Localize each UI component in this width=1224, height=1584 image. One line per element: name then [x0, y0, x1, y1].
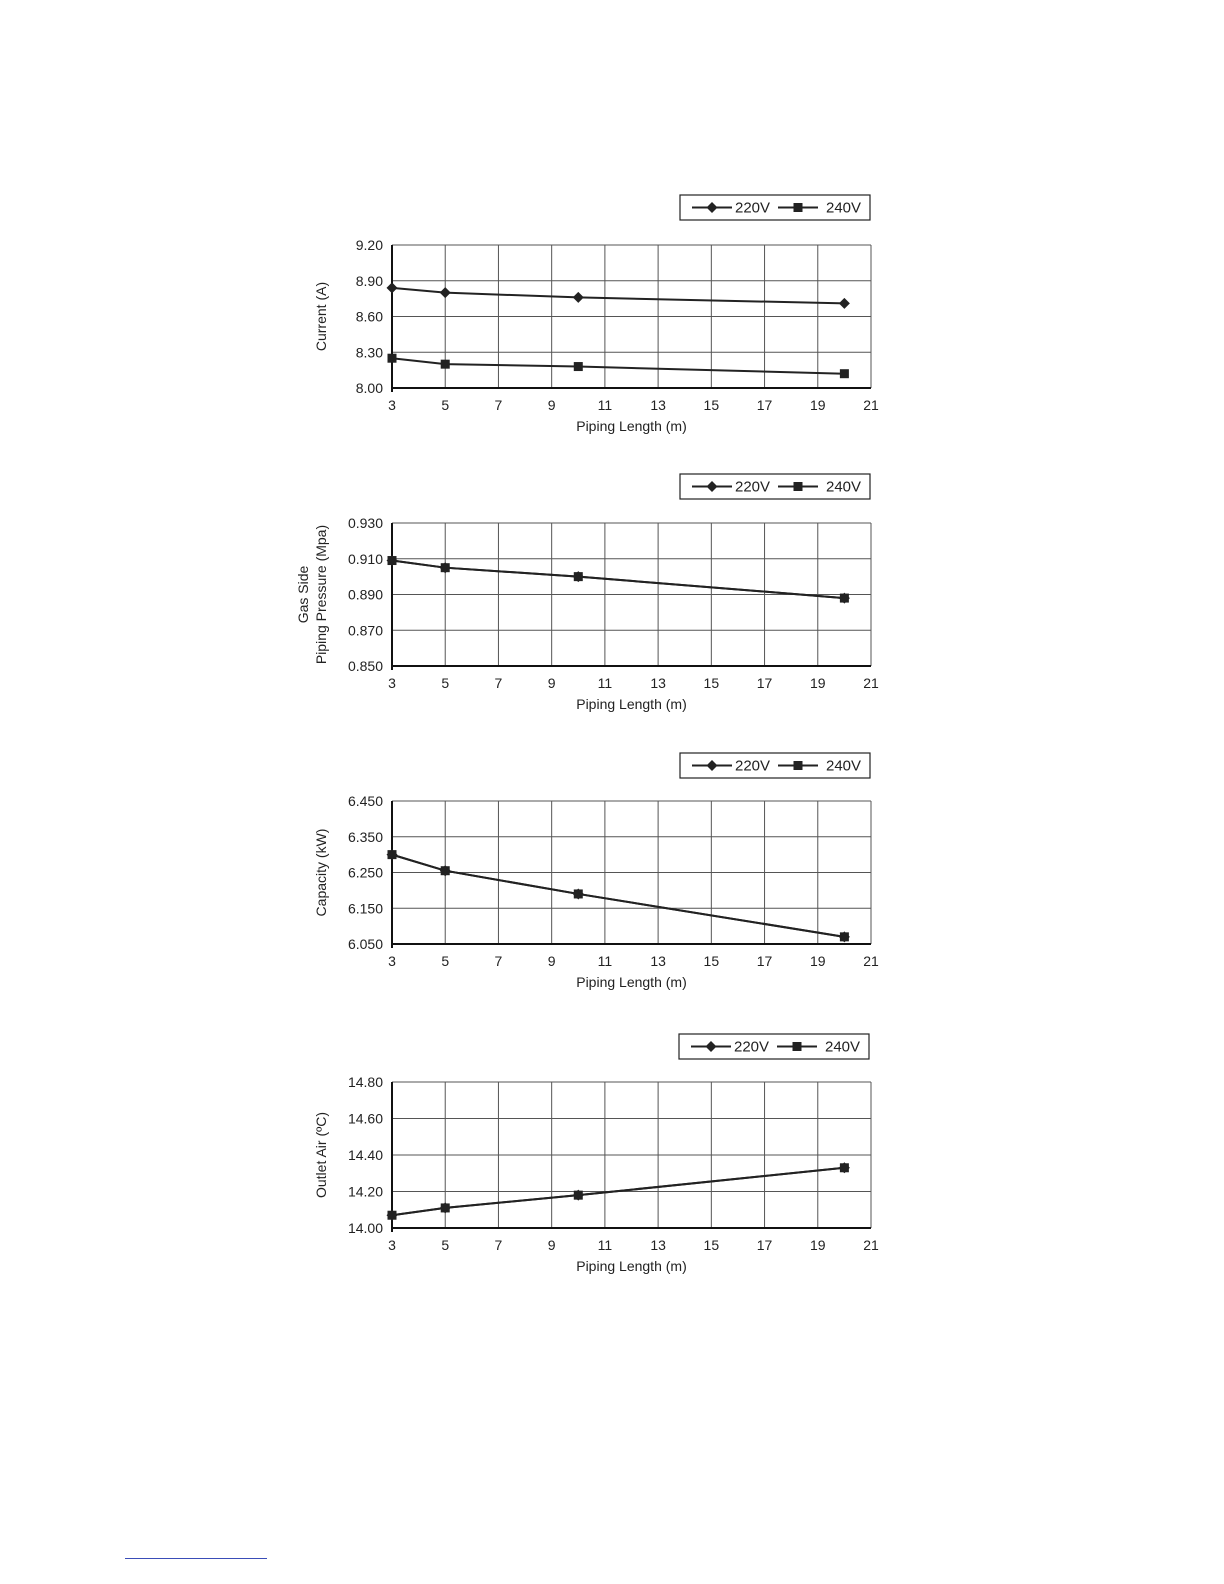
x-tick-label: 9 [547, 397, 556, 413]
y-tick-label: 14.80 [347, 1074, 383, 1090]
x-tick-label: 11 [597, 1237, 613, 1253]
legend [680, 474, 870, 499]
y-tick-label: 6.150 [347, 900, 383, 917]
data-point-240V [840, 932, 849, 941]
data-point-240V [441, 563, 450, 572]
data-point-240V [840, 369, 849, 378]
x-tick-label: 15 [703, 675, 720, 691]
series-line-240V [392, 855, 844, 937]
y-tick-label: 9.20 [355, 237, 383, 253]
data-point-240V [388, 354, 397, 363]
y-tick-label: 14.00 [347, 1220, 383, 1236]
x-tick-label: 13 [650, 397, 666, 413]
x-tick-label: 7 [494, 953, 503, 969]
y-tick-label: 0.930 [347, 515, 383, 531]
legend-marker-240V [794, 761, 803, 770]
y-tick-label: 8.30 [355, 344, 383, 361]
chart-2 [295, 474, 879, 712]
x-tick-label: 19 [809, 397, 826, 413]
legend-label-220V: 220V [735, 478, 771, 496]
x-axis-label: Piping Length (m) [576, 1258, 687, 1274]
y-axis-label: Gas Side [295, 565, 311, 624]
data-point-240V [388, 850, 397, 859]
x-tick-label: 5 [441, 1237, 450, 1253]
x-tick-label: 13 [650, 953, 666, 969]
y-tick-label: 6.050 [347, 936, 383, 952]
data-point-240V [441, 866, 450, 875]
x-axis-label: Piping Length (m) [576, 418, 687, 434]
legend [680, 195, 870, 220]
footer-rule [125, 1558, 267, 1559]
y-axis-label: Current (A) [313, 281, 329, 352]
data-point-220V [440, 287, 451, 298]
y-tick-label: 6.350 [347, 828, 383, 845]
x-tick-label: 11 [597, 675, 613, 691]
x-tick-label: 17 [756, 953, 773, 969]
chart-1 [313, 195, 879, 434]
x-tick-label: 19 [809, 1237, 826, 1253]
x-tick-label: 5 [441, 675, 450, 691]
x-tick-label: 17 [756, 1237, 773, 1253]
y-tick-label: 8.60 [355, 308, 383, 325]
x-tick-label: 3 [388, 675, 396, 691]
x-tick-label: 5 [441, 397, 450, 413]
data-point-240V [388, 556, 397, 565]
x-tick-label: 21 [863, 1237, 879, 1253]
data-point-240V [574, 889, 583, 898]
x-tick-label: 3 [388, 953, 396, 969]
x-tick-label: 11 [597, 397, 613, 413]
legend-label-220V: 220V [735, 199, 771, 217]
legend-marker-240V [794, 482, 803, 491]
x-tick-label: 13 [650, 675, 666, 691]
y-tick-label: 6.450 [347, 793, 383, 809]
x-tick-label: 9 [547, 675, 556, 691]
legend-label-220V: 220V [735, 757, 771, 775]
y-tick-label: 0.850 [347, 658, 383, 674]
x-tick-label: 7 [494, 1237, 503, 1253]
y-tick-label: 0.910 [347, 550, 383, 567]
y-tick-label: 0.870 [347, 622, 383, 639]
x-tick-label: 5 [441, 953, 450, 969]
x-tick-label: 15 [703, 397, 720, 413]
x-tick-label: 17 [756, 675, 773, 691]
x-tick-label: 3 [388, 397, 396, 413]
data-point-240V [840, 1163, 849, 1172]
x-tick-label: 19 [809, 675, 826, 691]
x-tick-label: 17 [756, 397, 773, 413]
y-axis-label: Outlet Air (ºC) [313, 1111, 329, 1199]
legend-label-240V: 240V [825, 1038, 861, 1056]
y-tick-label: 6.250 [347, 864, 383, 881]
y-axis-label: Capacity (kW) [313, 828, 329, 917]
x-tick-label: 21 [863, 953, 879, 969]
chart-3 [313, 753, 879, 990]
data-point-240V [441, 1203, 450, 1212]
y-tick-label: 0.890 [347, 586, 383, 603]
y-tick-label: 8.00 [355, 380, 383, 396]
y-tick-label: 14.40 [347, 1147, 383, 1163]
y-axis-label: Piping Pressure (Mpa) [313, 524, 329, 665]
data-point-240V [574, 572, 583, 581]
legend-marker-240V [794, 203, 803, 212]
legend [680, 753, 870, 778]
y-tick-label: 14.60 [347, 1110, 383, 1127]
x-axis-label: Piping Length (m) [576, 696, 687, 712]
x-tick-label: 19 [809, 953, 826, 969]
data-point-220V [573, 292, 584, 303]
series-line-220V [392, 288, 844, 303]
data-point-240V [574, 362, 583, 371]
series-line-240V [392, 561, 844, 599]
series-line-240V [392, 358, 844, 373]
legend-marker-240V [793, 1042, 802, 1051]
x-tick-label: 9 [547, 1237, 556, 1253]
data-point-240V [574, 1191, 583, 1200]
legend-label-240V: 240V [826, 757, 862, 775]
chart-4 [313, 1034, 879, 1274]
y-tick-label: 8.90 [355, 272, 383, 289]
data-point-240V [840, 594, 849, 603]
legend-label-240V: 240V [826, 199, 862, 217]
x-tick-label: 9 [547, 953, 556, 969]
series-line-220V [392, 855, 844, 937]
x-tick-label: 7 [494, 675, 503, 691]
data-point-220V [839, 298, 850, 309]
y-tick-label: 14.20 [347, 1183, 383, 1200]
x-tick-label: 7 [494, 397, 503, 413]
x-tick-label: 11 [597, 953, 613, 969]
data-point-240V [441, 360, 450, 369]
legend-label-220V: 220V [734, 1038, 770, 1056]
legend [679, 1034, 869, 1059]
x-tick-label: 21 [863, 397, 879, 413]
data-point-240V [388, 1211, 397, 1220]
x-tick-label: 13 [650, 1237, 666, 1253]
legend-label-240V: 240V [826, 478, 862, 496]
data-point-220V [387, 282, 398, 293]
x-tick-label: 15 [703, 953, 720, 969]
x-tick-label: 15 [703, 1237, 720, 1253]
x-tick-label: 3 [388, 1237, 396, 1253]
x-axis-label: Piping Length (m) [576, 974, 687, 990]
x-tick-label: 21 [863, 675, 879, 691]
